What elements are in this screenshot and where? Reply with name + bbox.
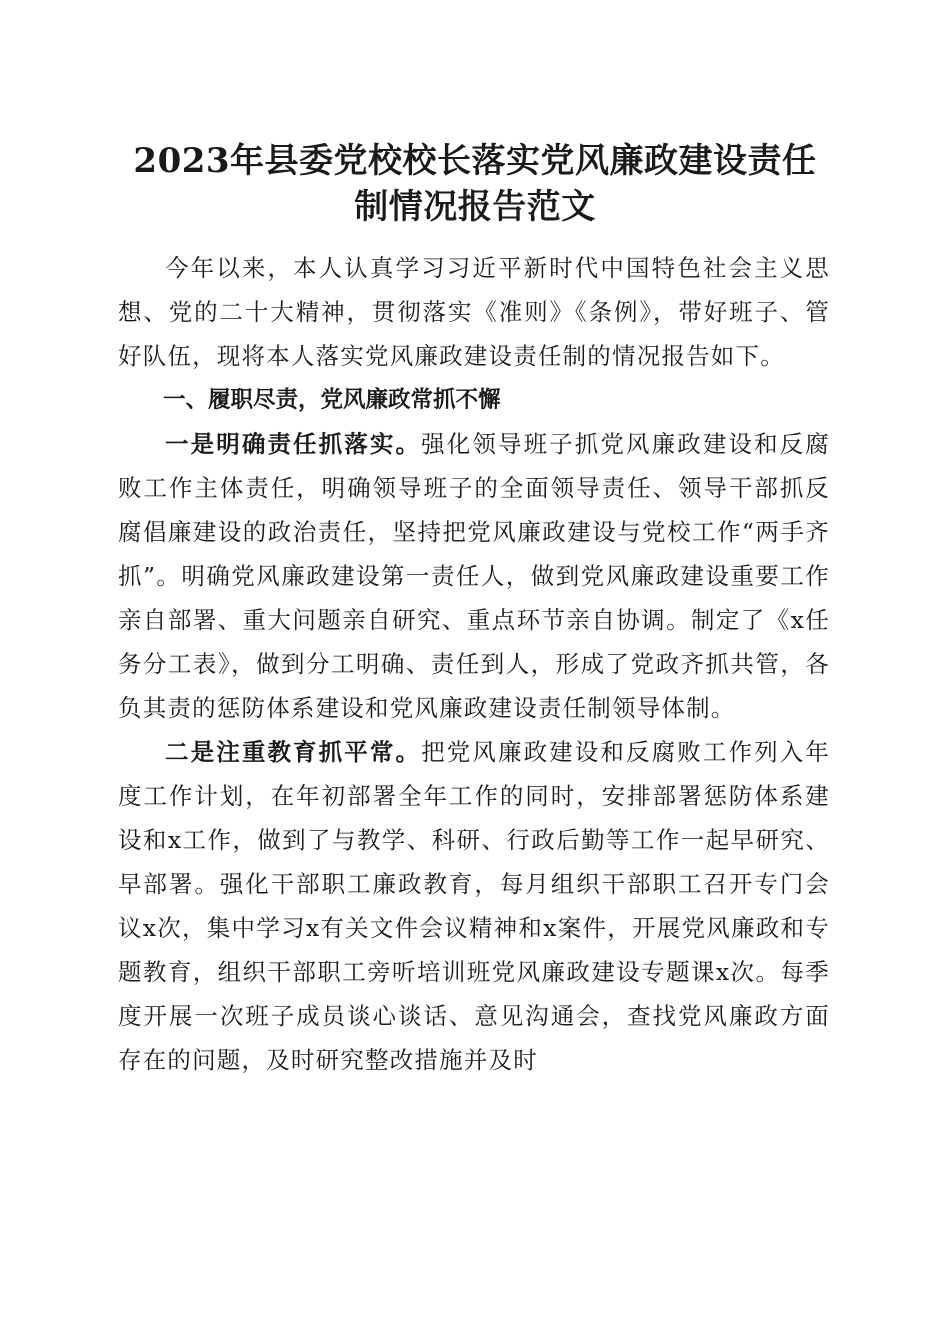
item-paragraph-1 (118, 422, 830, 730)
document-title (100, 138, 850, 230)
section-heading-1: 一、履职尽责，党风廉政常抓不懈 (163, 387, 501, 413)
title-line-2: 制情况报告范文 (354, 187, 596, 227)
item-2-lead: 二是注重教育抓平常。 (165, 738, 422, 766)
item-1-lead: 一是明确责任抓落实。 (165, 430, 422, 458)
title-line-1: 2023年县委党校校长落实党风廉政建设责任 (133, 141, 817, 181)
document-body (118, 246, 830, 1082)
item-1-text: 强化领导班子抓党风廉政建设和反腐败工作主体责任，明确领导班子的全面领导责任、领导干部抓反腐倡廉建设的政治责任，坚持把党风廉政建设与党校工作“两手齐抓”。明确党风廉政建设第一责任人，做到党风廉政建设重要工作亲自部署、重大问题亲自研究、重点环节亲自协调。制定了《x任务分工表》，做到分工明确、责任到人，形成了党政齐抓共管，各负其责的惩防体系建设和党风廉政建设责任制领导体制。 (118, 430, 831, 722)
intro-paragraph: 今年以来，本人认真学习习近平新时代中国特色社会主义思想、党的二十大精神，贯彻落实《准则》《条例》，带好班子、管好队伍，现将本人落实党风廉政建设责任制的情况报告如下。 (118, 254, 830, 370)
item-paragraph-2 (118, 730, 830, 1082)
item-2-text: 把党风廉政建设和反腐败工作列入年度工作计划，在年初部署全年工作的同时，安排部署惩防体系建设和x工作，做到了与教学、科研、行政后勤等工作一起早研究、早部署。强化干部职工廉政教育，每月组织干部职工召开专门会议x次，集中学习x有关文件会议精神和x案件，开展党风廉政和专题教育，组织干部职工旁听培训班党风廉政建设专题课x次。每季度开展一次班子成员谈心谈话、意见沟通会，查找党风廉政方面存在的问题，及时研究整改措施并及时 (118, 738, 831, 1074)
